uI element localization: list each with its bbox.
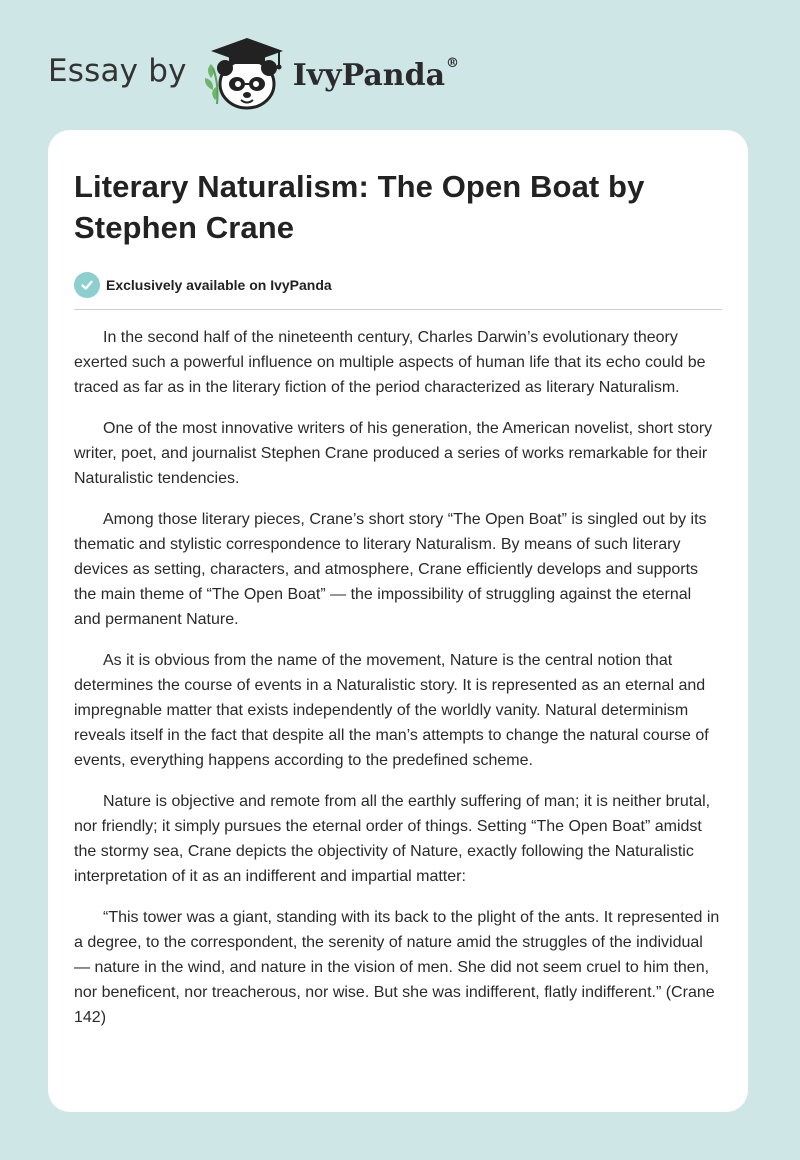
exclusive-label: Exclusively available on IvyPanda	[106, 277, 332, 293]
divider	[74, 309, 722, 310]
exclusive-badge	[74, 272, 722, 298]
essay-card	[48, 130, 748, 1112]
essay-body	[74, 325, 722, 1030]
essay-by-label: Essay by	[48, 53, 187, 89]
brand-name: IvyPanda®	[292, 55, 460, 93]
check-circle-icon	[74, 272, 100, 298]
trademark-symbol: ®	[446, 55, 460, 71]
site-header	[48, 34, 459, 112]
paragraph: As it is obvious from the name of the movement, Nature is the central notion that determines the course of events in a Naturalistic story. It is represented as an eternal and impregnable matter that exists independently of the worldly vanity. Natural determinism reveals itself in the fact that despite all the man’s attempts to change the natural course of events, everything happens according to the predefined scheme.	[74, 652, 709, 769]
paragraph: One of the most innovative writers of his generation, the American novelist, short story writer, poet, and journalist Stephen Crane produced a series of works remarkable for their Naturalistic tendencies.	[74, 420, 713, 487]
panda-graduation-cap-icon	[201, 34, 291, 112]
paragraph: Nature is objective and remote from all the earthly suffering of man; it is neither brutal, nor friendly; it simply pursues the eternal order of things. Setting “The Open Boat” amidst the stormy sea, Crane depicts the objectivity of Nature, exactly following the Naturalistic interpretation of it as an indifferent and impartial matter:	[74, 793, 711, 885]
paragraph: In the second half of the nineteenth century, Charles Darwin’s evolutionary theory exerted such a powerful influence on multiple aspects of human life that its echo could be traced as far as in the literary fiction of the period characterized as literary Naturalism.	[74, 329, 706, 396]
ivypanda-logo-link[interactable]	[201, 34, 459, 112]
paragraph: Among those literary pieces, Crane’s short story “The Open Boat” is singled out by its thematic and stylistic correspondence to literary Naturalism. By means of such literary devices as setting, characters, and atmosphere, Crane efficiently develops and supports the main theme of “The Open Boat” — the impossibility of struggling against the eternal and permanent Nature.	[74, 511, 707, 628]
quote-paragraph: “This tower was a giant, standing with its back to the plight of the ants. It represented in a degree, to the correspondent, the serenity of nature amid the struggles of the individual — nature in the wind, and nature in the vision of men. She did not seem cruel to him then, nor beneficent, nor treacherous, nor wise. But she was indifferent, flatly indifferent.” (Crane 142)	[74, 909, 720, 1026]
page-title: Literary Naturalism: The Open Boat by Stephen Crane	[74, 169, 645, 245]
